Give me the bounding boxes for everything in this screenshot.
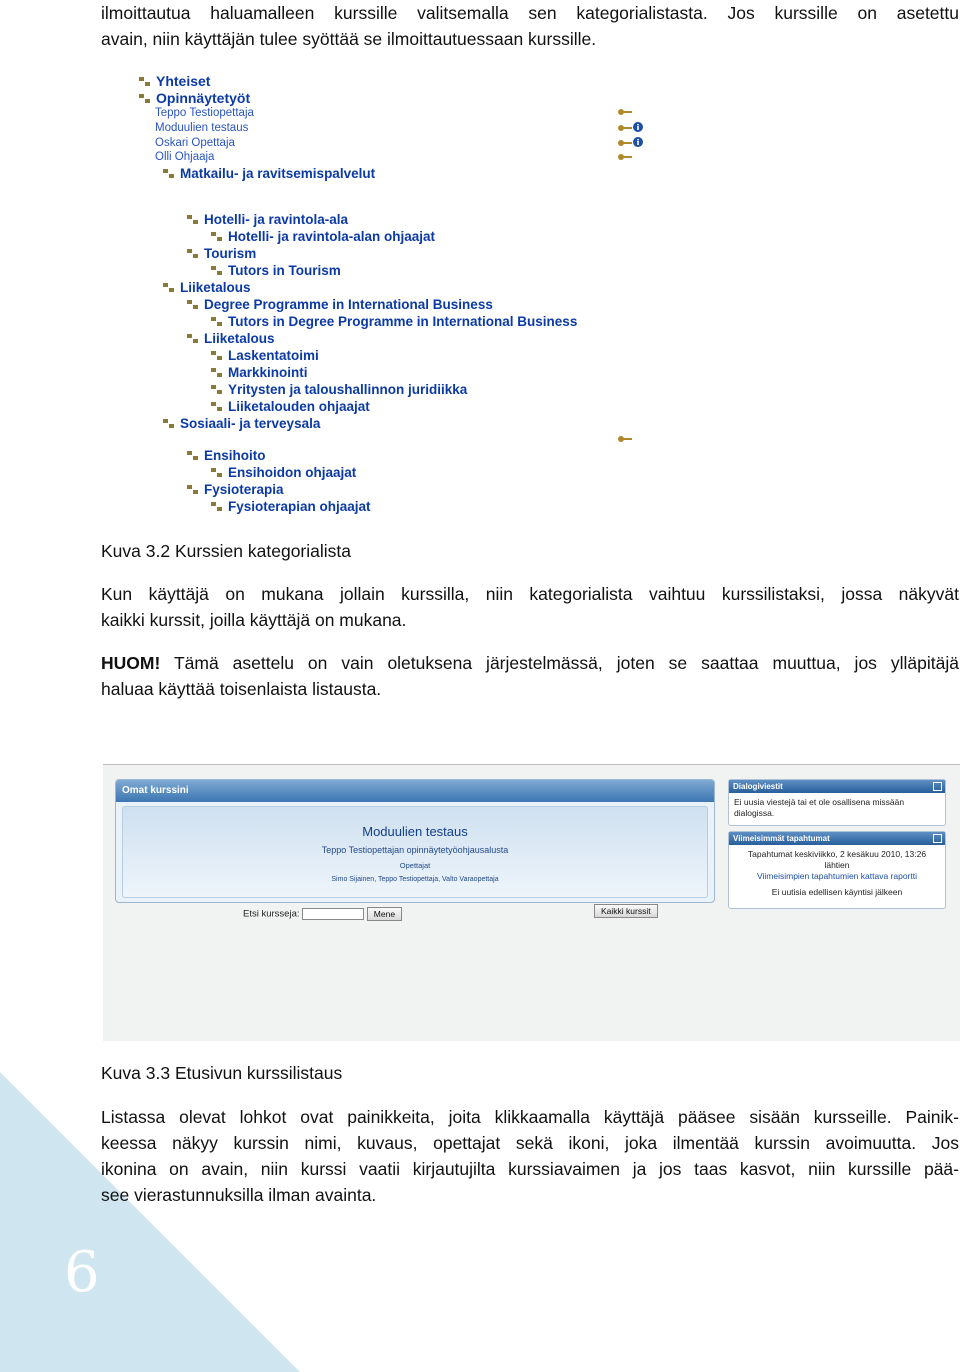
my-courses-header: Omat kurssini bbox=[116, 780, 714, 802]
tree-node[interactable]: Tutors in Tourism bbox=[210, 263, 341, 278]
tree-node[interactable]: Ensihoito bbox=[186, 448, 266, 463]
tree-node[interactable]: Hotelli- ja ravintola-ala bbox=[186, 212, 348, 227]
bullet-icon bbox=[138, 93, 152, 105]
recent-since-2: lähtien bbox=[824, 860, 850, 870]
figure1-caption: Kuva 3.2 Kurssien kategorialista bbox=[101, 541, 351, 561]
course-teachers: Simo Sijainen, Teppo Testiopettaja, Valto Varaopettaja bbox=[331, 876, 499, 883]
tree-node[interactable]: Tutors in Degree Programme in International Business bbox=[210, 314, 577, 329]
dialog-block bbox=[728, 779, 946, 826]
tree-node[interactable]: Degree Programme in International Business bbox=[186, 297, 493, 312]
search-label: Etsi kursseja: bbox=[243, 908, 300, 920]
paragraph-top-line1: ilmoittautua haluamalleen kurssille valitsemalla sen kategorialistasta. Jos kurssille on asetettu bbox=[101, 3, 959, 23]
note-line1: HUOM! Tämä asettelu on vain oletuksena järjestelmässä, joten se saattaa muuttua, jos ylläpitäjä bbox=[101, 653, 959, 673]
key-icon bbox=[617, 108, 633, 116]
bullet-icon bbox=[186, 450, 200, 462]
tree-node[interactable]: Ensihoidon ohjaajat bbox=[210, 465, 356, 480]
paragraph-bottom-line4: see vierastunnuksilla ilman avainta. bbox=[101, 1185, 377, 1205]
recent-activity-block bbox=[728, 831, 946, 909]
tree-node[interactable]: Hotelli- ja ravintola-alan ohjaajat bbox=[210, 229, 435, 244]
key-icon bbox=[617, 124, 633, 132]
course-description: Teppo Testiopettajan opinnäytetyöohjausalusta bbox=[321, 845, 509, 855]
frontpage-screenshot bbox=[103, 764, 960, 1041]
collapse-icon[interactable] bbox=[933, 782, 942, 791]
course-link[interactable]: Oskari Opettaja bbox=[155, 137, 235, 149]
bullet-icon bbox=[162, 168, 176, 180]
bullet-icon bbox=[186, 484, 200, 496]
bullet-icon bbox=[210, 316, 224, 328]
bullet-icon bbox=[210, 367, 224, 379]
bullet-icon bbox=[210, 501, 224, 513]
tree-node[interactable]: Liiketalous bbox=[162, 280, 251, 295]
dialog-header: Dialogiviestit bbox=[733, 782, 783, 791]
info-icon bbox=[633, 122, 643, 132]
tree-node[interactable]: Matkailu- ja ravitsemispalvelut bbox=[162, 166, 375, 181]
tree-node[interactable]: Sosiaali- ja terveysala bbox=[162, 416, 320, 431]
paragraph-mid-line2: kaikki kurssit, joilla käyttäjä on mukana. bbox=[101, 610, 407, 630]
tree-node[interactable]: Fysioterapian ohjaajat bbox=[210, 499, 371, 514]
course-search bbox=[243, 907, 402, 921]
tree-node[interactable]: Fysioterapia bbox=[186, 482, 284, 497]
paragraph-bottom-line2: keessa näkyy kurssin nimi, kuvaus, opettajat sekä ikoni, joka ilmentää kurssin avoimuutta. Jos bbox=[101, 1133, 959, 1153]
page-number: 6 bbox=[64, 1240, 100, 1305]
tree-node[interactable]: Laskentatoimi bbox=[210, 348, 319, 363]
paragraph-top-line2: avain, niin käyttäjän tulee syöttää se ilmoittautuessaan kurssille. bbox=[101, 29, 597, 49]
tree-node[interactable]: Liiketalouden ohjaajat bbox=[210, 399, 370, 414]
recent-since: Tapahtumat keskiviikko, 2 kesäkuu 2010, 13:26 bbox=[747, 849, 927, 859]
bullet-icon bbox=[210, 401, 224, 413]
tree-node[interactable]: Opinnäytetyöt bbox=[138, 90, 250, 106]
tree-node[interactable]: Liiketalous bbox=[186, 331, 275, 346]
course-role: Opettajat bbox=[399, 861, 431, 870]
course-title[interactable]: Moduulien testaus bbox=[362, 824, 468, 839]
paragraph-bottom-line3: ikonina on avain, niin kurssi vaatii kirjautujilta kurssiavaimen ja jos taas kasvot, niin kurssille pää- bbox=[101, 1159, 959, 1179]
search-go-button[interactable]: Mene bbox=[367, 907, 402, 921]
tree-node[interactable]: Yhteiset bbox=[138, 73, 210, 89]
dialog-text: Ei uusia viestejä tai et ole osallisena missään dialogissa. bbox=[734, 797, 905, 818]
bullet-icon bbox=[210, 467, 224, 479]
key-icon bbox=[617, 153, 633, 161]
course-card[interactable] bbox=[122, 806, 708, 898]
recent-header: Viimeisimmät tapahtumat bbox=[733, 834, 830, 843]
bullet-icon bbox=[186, 299, 200, 311]
bullet-icon bbox=[210, 350, 224, 362]
key-icon bbox=[617, 139, 633, 147]
bullet-icon bbox=[138, 76, 152, 88]
bullet-icon bbox=[210, 231, 224, 243]
bullet-icon bbox=[210, 384, 224, 396]
bullet-icon bbox=[186, 214, 200, 226]
tree-node[interactable]: Tourism bbox=[186, 246, 256, 261]
all-courses-button[interactable]: Kaikki kurssit bbox=[594, 904, 658, 918]
course-link[interactable]: Moduulien testaus bbox=[155, 122, 249, 134]
tree-node[interactable]: Markkinointi bbox=[210, 365, 308, 380]
paragraph-bottom-line1: Listassa olevat lohkot ovat painikkeita, joita klikkaamalla käyttäjä pääsee sisään kursseille. Painik- bbox=[101, 1107, 959, 1127]
note-line2: haluaa käyttää toisenlaista listausta. bbox=[101, 679, 382, 699]
note-label: HUOM! bbox=[101, 653, 161, 673]
bullet-icon bbox=[162, 418, 176, 430]
tree-node[interactable]: Yritysten ja taloushallinnon juridiikka bbox=[210, 382, 467, 397]
my-courses-block bbox=[115, 779, 715, 903]
course-link[interactable]: Olli Ohjaaja bbox=[155, 151, 215, 163]
bullet-icon bbox=[210, 265, 224, 277]
course-link[interactable]: Teppo Testiopettaja bbox=[155, 107, 254, 119]
info-icon bbox=[633, 137, 643, 147]
bullet-icon bbox=[186, 333, 200, 345]
no-news-text: Ei uutisia edellisen käyntisi jälkeen bbox=[771, 887, 903, 897]
figure2-caption: Kuva 3.3 Etusivun kurssilistaus bbox=[101, 1063, 343, 1083]
collapse-icon[interactable] bbox=[933, 834, 942, 843]
paragraph-mid-line1: Kun käyttäjä on mukana jollain kurssilla, niin kategorialista vaihtuu kurssilistaksi, jossa näkyvät bbox=[101, 584, 959, 604]
category-tree-figure bbox=[0, 0, 960, 530]
key-icon bbox=[617, 435, 633, 443]
bullet-icon bbox=[186, 248, 200, 260]
full-report-link[interactable]: Viimeisimpien tapahtumien kattava raportti bbox=[756, 871, 917, 881]
bullet-icon bbox=[162, 282, 176, 294]
search-input[interactable] bbox=[302, 908, 364, 920]
